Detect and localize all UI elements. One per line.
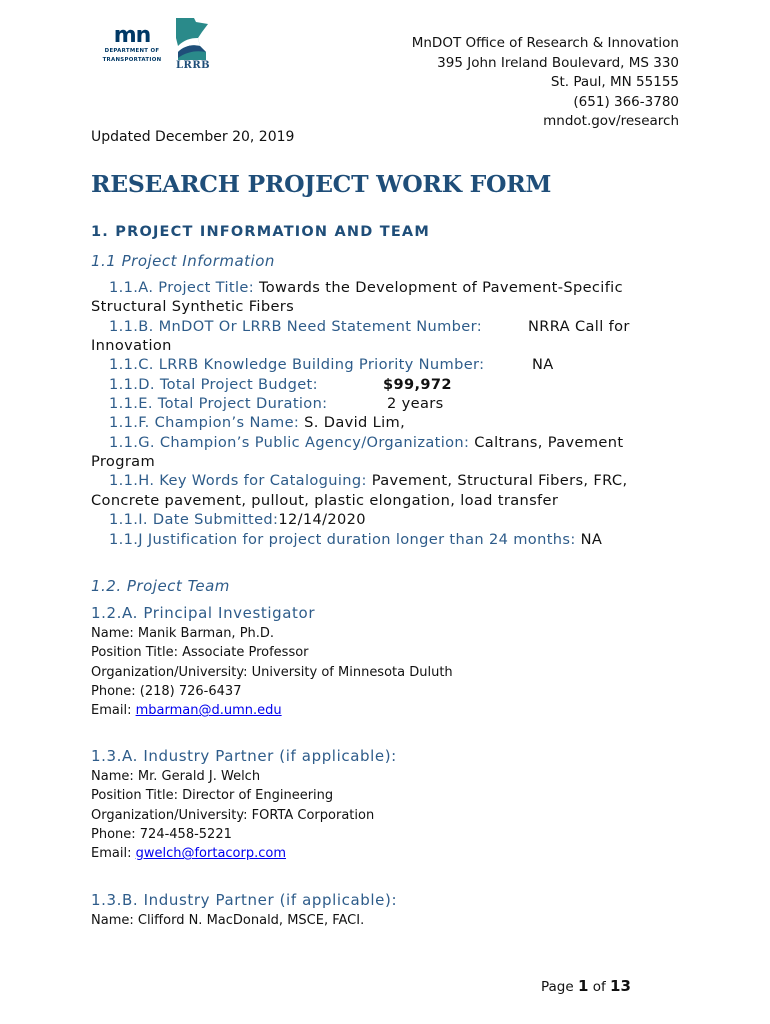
address-line: (651) 366-3780 [573, 93, 679, 110]
field-label: 1.1.E. Total Project Duration: [109, 395, 328, 412]
address-line: MnDOT Office of Research & Innovation [411, 35, 679, 51]
page-total: 13 [610, 977, 631, 995]
pi-email-row [91, 703, 282, 718]
justification-field [109, 531, 602, 548]
budget-value: $99,972 [383, 376, 452, 393]
pi-email-link[interactable]: mbarman@d.umn.edu [135, 703, 282, 718]
project-title-continued: Structural Synthetic Fibers [91, 298, 295, 315]
subsection-heading: 1.1 Project Information [91, 252, 275, 270]
pi-position: Position Title: Associate Professor [91, 645, 309, 660]
section-heading: 1. PROJECT INFORMATION AND TEAM [91, 224, 430, 240]
priority-number-field [109, 356, 484, 373]
ip2-name: Name: Clifford N. MacDonald, MSCE, FACI. [91, 913, 365, 928]
office-address [412, 34, 679, 132]
field-value: Pavement, Structural Fibers, FRC, [371, 472, 628, 489]
field-label: 1.1.F. Champion’s Name: [109, 414, 305, 431]
field-value: S. David Lim, [304, 414, 406, 431]
field-value: NA [580, 531, 603, 548]
page-number [541, 977, 631, 995]
keywords-field [109, 472, 627, 489]
champion-name-field [109, 414, 405, 431]
ip1-email-row [91, 846, 286, 861]
address-line: 395 John Ireland Boulevard, MS 330 [437, 54, 679, 71]
champion-agency-field [109, 434, 623, 451]
ip1-position: Position Title: Director of Engineering [91, 788, 334, 803]
priority-number-value: NA [532, 356, 554, 373]
address-line: St. Paul, MN 55155 [550, 74, 679, 90]
field-label: 1.1.G. Champion’s Public Agency/Organization: [109, 434, 475, 451]
duration-field [109, 395, 327, 412]
need-statement-continued: Innovation [91, 337, 172, 354]
pi-name: Name: Manik Barman, Ph.D. [91, 626, 275, 641]
field-label: 1.1.H. Key Words for Cataloguing: [109, 472, 372, 489]
duration-value: 2 years [387, 395, 444, 412]
ip1-name: Name: Mr. Gerald J. Welch [91, 769, 261, 784]
industry-partner-b-heading: 1.3.B. Industry Partner (if applicable): [91, 891, 398, 909]
page-current: 1 [577, 977, 589, 995]
field-label: 1.1.I. Date Submitted: [109, 511, 279, 528]
project-title-field [109, 279, 623, 296]
pi-phone: Phone: (218) 726-6437 [91, 684, 242, 699]
email-label: Email: [91, 846, 136, 861]
lrrb-logo-text: LRRB [176, 60, 211, 71]
address-line: mndot.gov/research [543, 113, 679, 129]
field-label: 1.1.C. LRRB Knowledge Building Priority Number: [109, 356, 485, 373]
ip1-phone: Phone: 724-458-5221 [91, 827, 232, 842]
field-label: 1.1.A. Project Title: [109, 279, 259, 296]
page-prefix: Page [541, 979, 578, 995]
pi-organization: Organization/University: University of Minnesota Duluth [91, 665, 453, 680]
mndot-logo [100, 23, 164, 72]
page-of: of [588, 979, 611, 995]
industry-partner-a-heading: 1.3.A. Industry Partner (if applicable): [91, 747, 397, 765]
field-label: 1.1.J Justification for project duration longer than 24 months: [109, 531, 581, 548]
lrrb-logo [172, 16, 212, 74]
ip1-organization: Organization/University: FORTA Corporation [91, 808, 375, 823]
page-title: RESEARCH PROJECT WORK FORM [91, 170, 552, 198]
field-value: 12/14/2020 [278, 511, 366, 528]
field-value: Caltrans, Pavement [474, 434, 624, 451]
date-submitted-field [109, 511, 366, 528]
mndot-logo-text-2: TRANSPORTATION [102, 56, 162, 63]
need-statement-field [109, 318, 482, 335]
champion-agency-continued: Program [91, 453, 156, 470]
principal-investigator-heading: 1.2.A. Principal Investigator [91, 604, 316, 622]
field-label: 1.1.D. Total Project Budget: [109, 376, 318, 393]
need-statement-value: NRRA Call for [528, 318, 630, 335]
header-logos [100, 16, 220, 74]
field-value: Towards the Development of Pavement-Specific [258, 279, 623, 296]
keywords-continued: Concrete pavement, pullout, plastic elongation, load transfer [91, 492, 559, 509]
project-team-heading: 1.2. Project Team [91, 577, 230, 595]
mndot-logo-mark: mn [113, 23, 151, 48]
budget-field [109, 376, 318, 393]
minnesota-map-icon [172, 16, 212, 62]
updated-date: Updated December 20, 2019 [91, 129, 295, 145]
email-label: Email: [91, 703, 136, 718]
mndot-logo-text-1: DEPARTMENT OF [104, 48, 160, 54]
ip1-email-link[interactable]: gwelch@fortacorp.com [135, 846, 287, 861]
field-label: 1.1.B. MnDOT Or LRRB Need Statement Number: [109, 318, 482, 335]
